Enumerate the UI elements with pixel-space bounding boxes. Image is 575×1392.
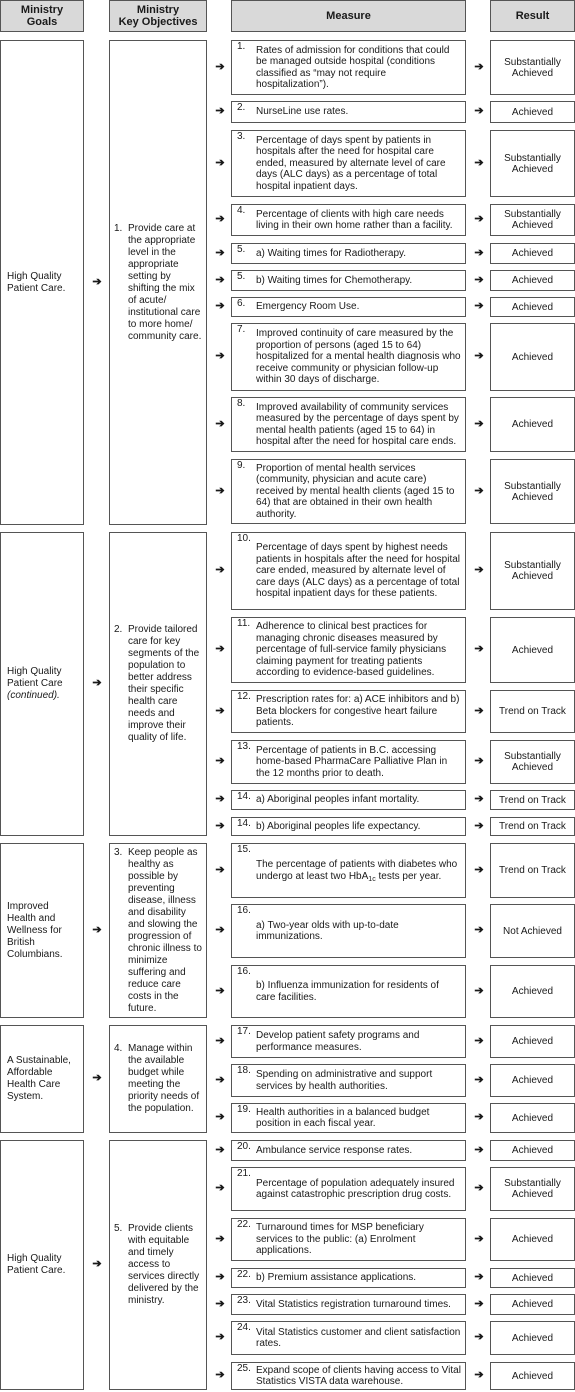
measure-cell (231, 843, 466, 898)
measure-number: 15. (237, 844, 251, 855)
measure-text: a) Aboriginal peoples infant mortality. (256, 794, 420, 806)
objective-text: Manage within the available budget while meeting the priority needs of the population. (128, 1043, 200, 1114)
arrow-right-icon: ➔ (215, 755, 225, 767)
measure-text: Rates of admission for conditions that could be managed outside hospital (conditions classified as “may not require hospitalization”). (256, 44, 450, 90)
arrow-right-icon: ➔ (215, 984, 225, 997)
result-cell: Substantially Achieved (490, 532, 575, 610)
header-ministry-goals: Ministry Goals (0, 0, 84, 32)
arrow-right-icon: ➔ (215, 924, 225, 936)
arrow-right-icon: ➔ (215, 1271, 225, 1283)
measure-cell (231, 130, 466, 197)
arrow-right-icon: ➔ (215, 564, 225, 576)
goal-label: High Quality Patient Care (7, 666, 63, 689)
measure-cell (231, 790, 466, 810)
result-cell: Achieved (490, 323, 575, 391)
arrow-right-icon: ➔ (474, 484, 484, 497)
measure-cell (231, 101, 466, 123)
measure-cell (231, 270, 466, 291)
measure-text: Expand scope of clients having access to Vital Statistics VISTA data warehouse. (256, 1364, 461, 1387)
measure-cell (231, 1025, 466, 1058)
arrow-right-icon: ➔ (215, 273, 225, 286)
objective-text: Provide care at the appropriate level in the appropriate setting by shifting the mix of acute/ institutional care to more home/ community care. (128, 222, 202, 342)
arrow-right-icon: ➔ (474, 105, 484, 117)
arrow-right-icon: ➔ (474, 1182, 484, 1194)
measure-cell (231, 1362, 466, 1390)
goal-cell (0, 1140, 84, 1390)
measure-text: b) Aboriginal peoples life expectancy. (256, 820, 421, 832)
measure-cell (231, 1218, 466, 1261)
arrow-right-icon: ➔ (474, 1073, 484, 1086)
objective-number: 2. (114, 624, 123, 635)
result-cell: Substantially Achieved (490, 40, 575, 95)
header-measure: Measure (231, 0, 466, 32)
arrow-right-icon: ➔ (474, 1271, 484, 1283)
arrow-right-icon: ➔ (92, 1072, 102, 1084)
measure-cell (231, 817, 466, 836)
measure-cell (231, 323, 466, 391)
goal-text (7, 666, 77, 702)
arrow-right-icon: ➔ (474, 350, 484, 362)
measure-text: Develop patient safety programs and performance measures. (256, 1030, 420, 1053)
measure-number: 6. (237, 298, 246, 309)
measure-text: Ambulance service response rates. (256, 1144, 413, 1156)
objective-text: Keep people as healthy as possible by preventing disease, illness and disability and slowing the progression of chronic illness to minimize suffering and reduce care costs in the future. (128, 846, 202, 1014)
measure-number: 16. (237, 905, 251, 916)
measure-text: The percentage of patients with diabetes who undergo at least two HbA$_{1c}$ tests per year. (256, 859, 458, 883)
goal-cell (0, 843, 84, 1018)
objective-number: 3. (114, 846, 123, 858)
arrow-right-icon: ➔ (474, 300, 484, 312)
arrow-right-icon: ➔ (92, 677, 102, 689)
measure-text: Vital Statistics registration turnaround times. (256, 1298, 451, 1310)
measure-number: 25. (237, 1363, 251, 1374)
measure-number: 13. (237, 741, 251, 752)
arrow-right-icon: ➔ (474, 819, 484, 832)
measure-cell (231, 904, 466, 958)
measure-cell (231, 617, 466, 683)
measure-cell (231, 532, 466, 610)
objective-number: 5. (114, 1223, 123, 1234)
arrow-right-icon: ➔ (215, 819, 225, 832)
measure-text: Proportion of mental health services (community, physician and acute care) received by mental health clients (aged 15 to 64) that are obtained in their own health authority. (256, 462, 455, 520)
arrow-right-icon: ➔ (474, 1369, 484, 1381)
measure-number: 2. (237, 102, 246, 113)
arrow-right-icon: ➔ (215, 793, 225, 805)
arrow-right-icon: ➔ (215, 213, 225, 225)
measure-number: 22. (237, 1219, 251, 1230)
result-cell: Achieved (490, 1362, 575, 1390)
result-cell: Substantially Achieved (490, 1167, 575, 1211)
result-cell: Achieved (490, 397, 575, 452)
objective-text: Provide clients with equitable and timely access to services directly delivered by the ministry. (128, 1223, 200, 1306)
result-cell: Achieved (490, 270, 575, 291)
measure-text: a) Waiting times for Radiotherapy. (256, 247, 407, 259)
result-cell: Achieved (490, 1025, 575, 1058)
arrow-right-icon: ➔ (215, 1369, 225, 1381)
measure-text: NurseLine use rates. (256, 106, 349, 118)
header-result: Result (490, 0, 575, 32)
goal-text (7, 1055, 77, 1103)
goal-label: A Sustainable, Affordable Health Care System. (7, 1055, 71, 1102)
arrow-right-icon: ➔ (215, 350, 225, 362)
measure-text: Percentage of days spent by patients in hospitals after the need for hospital care ended, measured by alternate level of care days (ALC days) as a percentage of total hospital inpatient days. (256, 134, 446, 192)
result-cell: Achieved (490, 1321, 575, 1355)
result-cell: Achieved (490, 101, 575, 123)
arrow-right-icon: ➔ (474, 924, 484, 936)
arrow-right-icon: ➔ (215, 1331, 225, 1343)
goal-label: High Quality Patient Care. (7, 1253, 66, 1276)
measure-text: Percentage of population adequately insured against catastrophic prescription drug costs. (256, 1177, 455, 1200)
arrow-right-icon: ➔ (474, 156, 484, 169)
measure-text: b) Waiting times for Chemotherapy. (256, 274, 413, 286)
measure-cell (231, 690, 466, 733)
arrow-right-icon: ➔ (215, 246, 225, 259)
measure-number: 17. (237, 1026, 251, 1037)
result-cell: Substantially Achieved (490, 740, 575, 784)
measure-cell (231, 965, 466, 1018)
arrow-right-icon: ➔ (215, 1232, 225, 1245)
arrow-right-icon: ➔ (474, 273, 484, 286)
result-cell: Substantially Achieved (490, 130, 575, 197)
measure-cell (231, 243, 466, 264)
result-cell: Achieved (490, 1103, 575, 1133)
arrow-right-icon: ➔ (474, 984, 484, 997)
measure-text: Turnaround times for MSP beneficiary services to the public: (a) Enrolment applications. (256, 1222, 424, 1257)
measure-text: Spending on administrative and support services by health authorities. (256, 1069, 433, 1092)
arrow-right-icon: ➔ (215, 484, 225, 497)
arrow-right-icon: ➔ (474, 1331, 484, 1343)
goal-cell (0, 1025, 84, 1133)
result-cell: Achieved (490, 965, 575, 1018)
measure-cell (231, 297, 466, 317)
goal-text (7, 1253, 77, 1277)
objective-cell (109, 1025, 207, 1133)
arrow-right-icon: ➔ (474, 417, 484, 430)
measure-text: Improved continuity of care measured by the proportion of persons (aged 15 to 64) hospitalized for a mental health diagnosis who receive community or physician follow-up within 30 days of discharge. (256, 328, 461, 386)
arrow-right-icon: ➔ (474, 755, 484, 767)
measure-cell (231, 1268, 466, 1288)
result-cell: Achieved (490, 297, 575, 317)
measure-cell (231, 1064, 466, 1097)
measure-number: 5. (237, 271, 246, 282)
header-key-objectives: Ministry Key Objectives (109, 0, 207, 32)
goal-label: Improved Health and Wellness for British Columbians. (7, 900, 63, 960)
arrow-right-icon: ➔ (474, 1143, 484, 1156)
measure-number: 1. (237, 41, 246, 52)
result-cell: Trend on Track (490, 817, 575, 836)
arrow-right-icon: ➔ (474, 863, 484, 876)
arrow-right-icon: ➔ (92, 923, 102, 936)
arrow-right-icon: ➔ (474, 793, 484, 805)
measure-cell (231, 1294, 466, 1315)
measure-number: 24. (237, 1322, 251, 1333)
measure-text: Health authorities in a balanced budget position in each fiscal year. (256, 1106, 430, 1129)
measure-cell (231, 1321, 466, 1355)
objective-cell (109, 40, 207, 525)
measure-text: Percentage of patients in B.C. accessing home-based PharmaCare Palliative Plan in the 12 months prior to death. (256, 744, 448, 779)
measure-number: 21. (237, 1168, 251, 1179)
goal-text (7, 901, 77, 961)
subscript: 1c (368, 875, 376, 883)
measure-number: 23. (237, 1295, 251, 1306)
measure-number: 5. (237, 244, 246, 255)
measure-text: Vital Statistics customer and client satisfaction rates. (256, 1326, 461, 1349)
result-cell: Achieved (490, 243, 575, 264)
arrow-right-icon: ➔ (215, 1111, 225, 1123)
measure-text: Improved availability of community services measured by the percentage of days spent by mental health patients (aged 15 to 64) in hospital after the need for hospital care ends. (256, 401, 459, 447)
result-cell: Trend on Track (490, 690, 575, 733)
result-cell: Achieved (490, 1294, 575, 1315)
arrow-right-icon: ➔ (215, 1297, 225, 1310)
measure-number: 20. (237, 1141, 251, 1152)
goal-text (7, 271, 77, 295)
measure-cell (231, 459, 466, 524)
measure-number: 18. (237, 1065, 251, 1076)
measure-number: 16. (237, 966, 251, 977)
measure-cell (231, 1140, 466, 1161)
arrow-right-icon: ➔ (215, 1143, 225, 1156)
arrow-right-icon: ➔ (92, 1258, 102, 1270)
measure-text: Percentage of days spent by highest needs patients in hospitals after the need for hospital care ended, measured by alternate level of care days (ALC days) as a percentage of total hospital inpatient days for these patients. (256, 542, 461, 600)
measure-number: 19. (237, 1104, 251, 1115)
arrow-right-icon: ➔ (474, 1111, 484, 1123)
measure-number: 12. (237, 691, 251, 702)
arrow-right-icon: ➔ (474, 213, 484, 225)
result-cell: Achieved (490, 1140, 575, 1161)
arrow-right-icon: ➔ (474, 704, 484, 717)
arrow-right-icon: ➔ (215, 704, 225, 717)
measure-cell (231, 1103, 466, 1133)
arrow-right-icon: ➔ (215, 863, 225, 876)
measure-text: b) Premium assistance applications. (256, 1272, 417, 1284)
measure-number: 14. (237, 818, 251, 829)
result-cell: Substantially Achieved (490, 204, 575, 236)
measure-number: 11. (237, 618, 251, 629)
objective-cell (109, 1140, 207, 1390)
arrow-right-icon: ➔ (474, 1034, 484, 1047)
result-cell: Achieved (490, 1064, 575, 1097)
arrow-right-icon: ➔ (474, 564, 484, 576)
measure-cell (231, 397, 466, 452)
result-cell: Achieved (490, 1218, 575, 1261)
arrow-right-icon: ➔ (215, 643, 225, 655)
measure-number: 4. (237, 205, 246, 216)
arrow-right-icon: ➔ (474, 643, 484, 655)
result-cell: Not Achieved (490, 904, 575, 958)
arrow-right-icon: ➔ (215, 60, 225, 73)
arrow-right-icon: ➔ (215, 105, 225, 117)
result-cell: Achieved (490, 617, 575, 683)
measure-text: Adherence to clinical best practices for managing chronic diseases measured by percentage of full-service family physicians claiming payment for treating patients according to evidence-based guidelines. (256, 621, 447, 679)
measure-number: 14. (237, 791, 251, 802)
goal-note: (continued). (7, 690, 60, 701)
measure-number: 7. (237, 324, 246, 335)
arrow-right-icon: ➔ (92, 275, 102, 288)
measure-number: 3. (237, 131, 246, 142)
objective-number: 4. (114, 1043, 123, 1054)
result-cell: Trend on Track (490, 790, 575, 810)
objective-cell (109, 843, 207, 1018)
arrow-right-icon: ➔ (474, 1297, 484, 1310)
arrow-right-icon: ➔ (215, 156, 225, 169)
arrow-right-icon: ➔ (474, 246, 484, 259)
goal-cell (0, 40, 84, 525)
arrow-right-icon: ➔ (474, 1232, 484, 1245)
arrow-right-icon: ➔ (215, 300, 225, 312)
objective-cell (109, 532, 207, 836)
result-cell: Trend on Track (490, 843, 575, 898)
arrow-right-icon: ➔ (215, 417, 225, 430)
arrow-right-icon: ➔ (215, 1182, 225, 1194)
measure-cell (231, 40, 466, 95)
objective-number: 1. (114, 222, 123, 234)
measure-text: Percentage of clients with high care needs living in their own home rather than a facility. (256, 208, 453, 231)
measure-text: b) Influenza immunization for residents of care facilities. (256, 980, 439, 1003)
arrow-right-icon: ➔ (474, 60, 484, 73)
measure-number: 9. (237, 460, 246, 471)
measure-cell (231, 1167, 466, 1211)
arrow-right-icon: ➔ (215, 1073, 225, 1086)
measure-number: 22. (237, 1269, 251, 1280)
measure-text: Emergency Room Use. (256, 301, 360, 313)
measure-cell (231, 740, 466, 784)
measure-text: a) Two-year olds with up-to-date immunizations. (256, 919, 399, 942)
result-cell: Achieved (490, 1268, 575, 1288)
result-cell: Substantially Achieved (490, 459, 575, 524)
arrow-right-icon: ➔ (215, 1034, 225, 1047)
measure-text: Prescription rates for: a) ACE inhibitors and b) Beta blockers for congestive heart failure patients. (256, 694, 460, 729)
measure-number: 8. (237, 398, 246, 409)
objective-text: Provide tailored care for key segments of the population to better address their specific health care needs and improve their quality of life. (128, 624, 200, 743)
measure-number: 10. (237, 533, 251, 544)
goal-label: High Quality Patient Care. (7, 270, 66, 294)
goal-cell (0, 532, 84, 836)
measure-cell (231, 204, 466, 236)
